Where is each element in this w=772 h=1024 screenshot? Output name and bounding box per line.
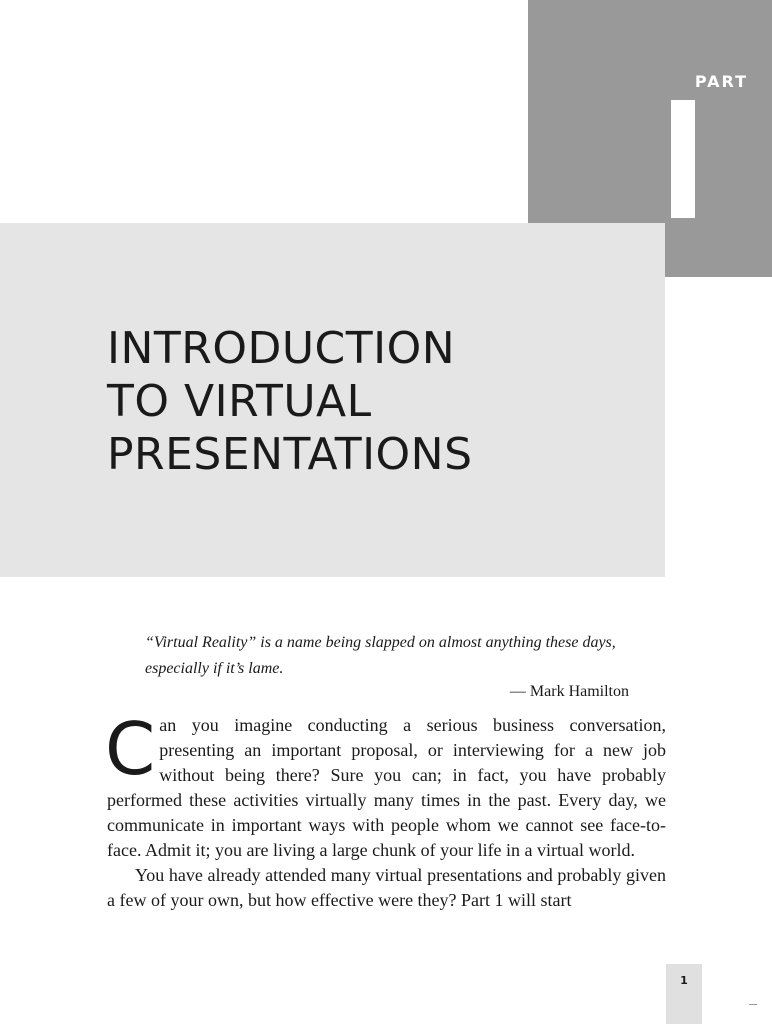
- page-number: 1: [680, 974, 688, 987]
- drop-cap: C: [105, 707, 156, 791]
- part-numeral: [671, 100, 695, 218]
- chapter-title: [107, 322, 473, 481]
- body-paragraph-2: You have already attended many virtual presentations and probably given a few of your own, but how effective were they? Part 1 will start: [107, 865, 666, 910]
- chapter-title-line-1: INTRODUCTION: [107, 323, 456, 374]
- epigraph-quote: “Virtual Reality” is a name being slapped on almost anything these days, especially if it’s lame.: [145, 634, 616, 677]
- page-tab: [666, 964, 702, 1024]
- epigraph: [145, 630, 629, 705]
- body-paragraph-1: [105, 707, 666, 863]
- part-label: PART: [694, 72, 748, 91]
- corner-mark: [749, 1004, 757, 1005]
- epigraph-attribution: — Mark Hamilton: [509, 683, 629, 700]
- chapter-title-line-2: TO VIRTUAL: [107, 376, 372, 427]
- body-text: [105, 707, 666, 913]
- chapter-title-line-3: PRESENTATIONS: [107, 429, 473, 480]
- body-paragraph-1-text: an you imagine conducting a serious business conversation, presenting an important proposal, or interviewing for a new job without being there? Sure you can; in fact, you have probably performed these activities virtually many times in the past. Every day, we communicate in important ways with people whom we cannot see face-to-face. Admit it; you are living a large chunk of your life in a virtual world.: [107, 715, 666, 860]
